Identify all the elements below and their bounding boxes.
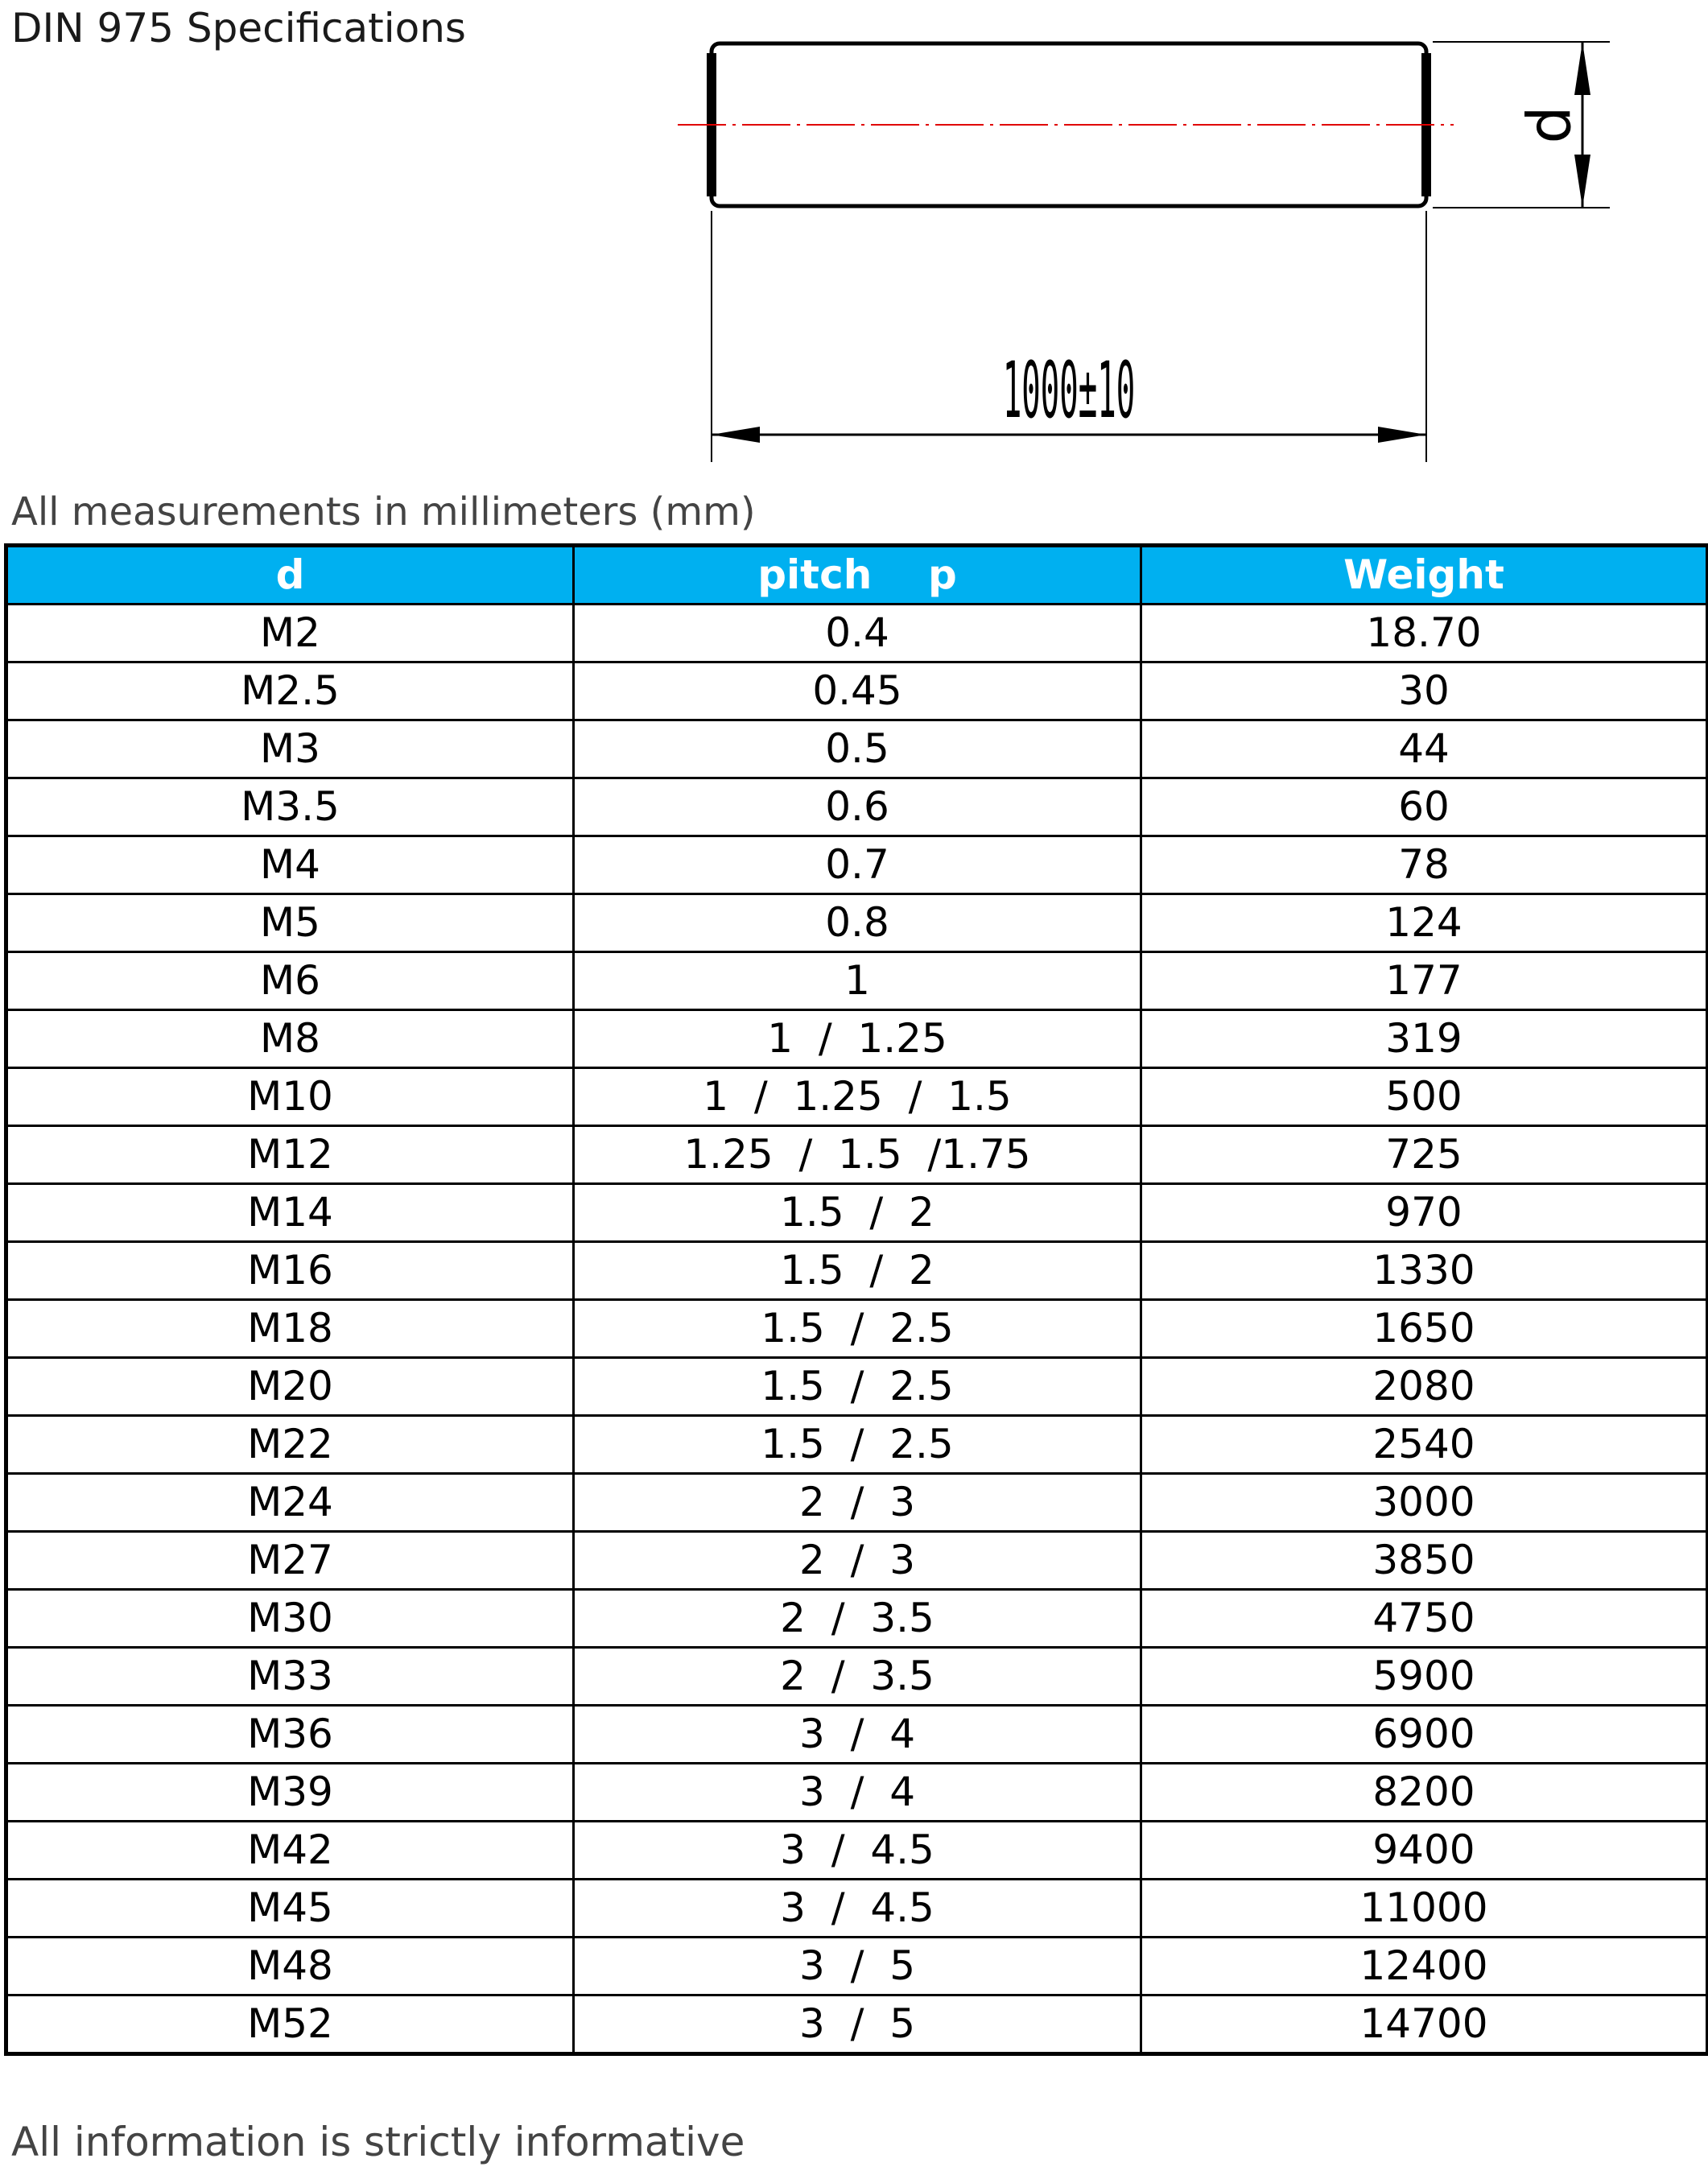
- cell-d: M48: [6, 1938, 574, 1995]
- cell-pitch: 1.5 / 2: [574, 1242, 1141, 1300]
- header-weight: Weight: [1141, 546, 1708, 605]
- dimension-arrow: [712, 427, 760, 443]
- header-d: d: [6, 546, 574, 605]
- cell-pitch: 3 / 5: [574, 1938, 1141, 1995]
- cell-d: M2: [6, 605, 574, 662]
- table-row: [6, 1706, 1708, 1764]
- units-note: All measurements in millimeters (mm): [11, 489, 756, 534]
- cell-d: M33: [6, 1648, 574, 1706]
- table-row: [6, 1822, 1708, 1880]
- header-pitch: pitch p: [574, 546, 1141, 605]
- cell-d: M14: [6, 1184, 574, 1242]
- cell-weight: 319: [1141, 1010, 1708, 1068]
- table-header-row: [6, 546, 1708, 605]
- cell-pitch: 2 / 3: [574, 1474, 1141, 1532]
- table-row: [6, 894, 1708, 952]
- cell-pitch: 1.5 / 2.5: [574, 1416, 1141, 1474]
- cell-pitch: 0.8: [574, 894, 1141, 952]
- cell-d: M16: [6, 1242, 574, 1300]
- cell-d: M27: [6, 1532, 574, 1590]
- cell-pitch: 3 / 4.5: [574, 1880, 1141, 1938]
- cell-d: M52: [6, 1995, 574, 2054]
- page-title: DIN 975 Specifications: [11, 5, 466, 52]
- cell-pitch: 0.6: [574, 778, 1141, 836]
- cell-d: M8: [6, 1010, 574, 1068]
- table-row: [6, 662, 1708, 720]
- cell-d: M5: [6, 894, 574, 952]
- cell-pitch: 0.4: [574, 605, 1141, 662]
- cell-pitch: 1 / 1.25: [574, 1010, 1141, 1068]
- cell-weight: 500: [1141, 1068, 1708, 1126]
- table-row: [6, 1068, 1708, 1126]
- table-row: [6, 1010, 1708, 1068]
- cell-d: M39: [6, 1764, 574, 1822]
- cell-weight: 6900: [1141, 1706, 1708, 1764]
- cell-weight: 14700: [1141, 1995, 1708, 2054]
- threaded-rod-drawing: [0, 0, 1708, 483]
- dimension-arrow: [1574, 42, 1590, 95]
- cell-weight: 1330: [1141, 1242, 1708, 1300]
- cell-pitch: 1: [574, 952, 1141, 1010]
- cell-weight: 8200: [1141, 1764, 1708, 1822]
- cell-pitch: 1 / 1.25 / 1.5: [574, 1068, 1141, 1126]
- dimension-arrow: [1378, 427, 1426, 443]
- cell-pitch: 2 / 3.5: [574, 1590, 1141, 1648]
- cell-pitch: 3 / 4: [574, 1706, 1141, 1764]
- cell-pitch: 3 / 4.5: [574, 1822, 1141, 1880]
- cell-weight: 1650: [1141, 1300, 1708, 1358]
- table-row: [6, 1358, 1708, 1416]
- cell-weight: 124: [1141, 894, 1708, 952]
- cell-pitch: 1.5 / 2.5: [574, 1300, 1141, 1358]
- cell-pitch: 3 / 5: [574, 1995, 1141, 2054]
- table-row: [6, 1648, 1708, 1706]
- cell-pitch: 0.5: [574, 720, 1141, 778]
- cell-weight: 5900: [1141, 1648, 1708, 1706]
- cell-pitch: 1.25 / 1.5 /1.75: [574, 1126, 1141, 1184]
- cell-weight: 44: [1141, 720, 1708, 778]
- cell-weight: 30: [1141, 662, 1708, 720]
- table-row: [6, 836, 1708, 894]
- table-row: [6, 1938, 1708, 1995]
- table-row: [6, 1995, 1708, 2054]
- cell-weight: 18.70: [1141, 605, 1708, 662]
- cell-weight: 4750: [1141, 1590, 1708, 1648]
- cell-pitch: 1.5 / 2.5: [574, 1358, 1141, 1416]
- cell-d: M18: [6, 1300, 574, 1358]
- cell-weight: 177: [1141, 952, 1708, 1010]
- dimension-arrow: [1574, 155, 1590, 208]
- table-row: [6, 1764, 1708, 1822]
- table-row: [6, 1474, 1708, 1532]
- cell-weight: 9400: [1141, 1822, 1708, 1880]
- table-row: [6, 605, 1708, 662]
- cell-pitch: 2 / 3: [574, 1532, 1141, 1590]
- cell-d: M36: [6, 1706, 574, 1764]
- cell-d: M45: [6, 1880, 574, 1938]
- cell-weight: 970: [1141, 1184, 1708, 1242]
- cell-pitch: 3 / 4: [574, 1764, 1141, 1822]
- table-row: [6, 1242, 1708, 1300]
- cell-weight: 11000: [1141, 1880, 1708, 1938]
- cell-d: M30: [6, 1590, 574, 1648]
- diameter-label: d: [1515, 105, 1585, 144]
- table-row: [6, 778, 1708, 836]
- cell-weight: 2540: [1141, 1416, 1708, 1474]
- table-row: [6, 1590, 1708, 1648]
- table-row: [6, 1126, 1708, 1184]
- cell-d: M42: [6, 1822, 574, 1880]
- cell-d: M3.5: [6, 778, 574, 836]
- cell-weight: 3000: [1141, 1474, 1708, 1532]
- cell-d: M20: [6, 1358, 574, 1416]
- cell-weight: 12400: [1141, 1938, 1708, 1995]
- table-row: [6, 1880, 1708, 1938]
- cell-pitch: 0.7: [574, 836, 1141, 894]
- cell-pitch: 2 / 3.5: [574, 1648, 1141, 1706]
- footer-note: All information is strictly informative: [11, 2119, 745, 2165]
- cell-weight: 2080: [1141, 1358, 1708, 1416]
- length-label: 1000±10: [1002, 346, 1136, 436]
- cell-weight: 725: [1141, 1126, 1708, 1184]
- table-row: [6, 1532, 1708, 1590]
- cell-d: M2.5: [6, 662, 574, 720]
- cell-weight: 3850: [1141, 1532, 1708, 1590]
- cell-d: M24: [6, 1474, 574, 1532]
- cell-d: M12: [6, 1126, 574, 1184]
- table-row: [6, 1300, 1708, 1358]
- table-row: [6, 952, 1708, 1010]
- table-row: [6, 1416, 1708, 1474]
- cell-pitch: 0.45: [574, 662, 1141, 720]
- cell-d: M4: [6, 836, 574, 894]
- spec-table: [4, 543, 1708, 2056]
- cell-weight: 78: [1141, 836, 1708, 894]
- cell-d: M10: [6, 1068, 574, 1126]
- table-row: [6, 720, 1708, 778]
- cell-weight: 60: [1141, 778, 1708, 836]
- cell-d: M3: [6, 720, 574, 778]
- table-row: [6, 1184, 1708, 1242]
- cell-d: M6: [6, 952, 574, 1010]
- cell-pitch: 1.5 / 2: [574, 1184, 1141, 1242]
- cell-d: M22: [6, 1416, 574, 1474]
